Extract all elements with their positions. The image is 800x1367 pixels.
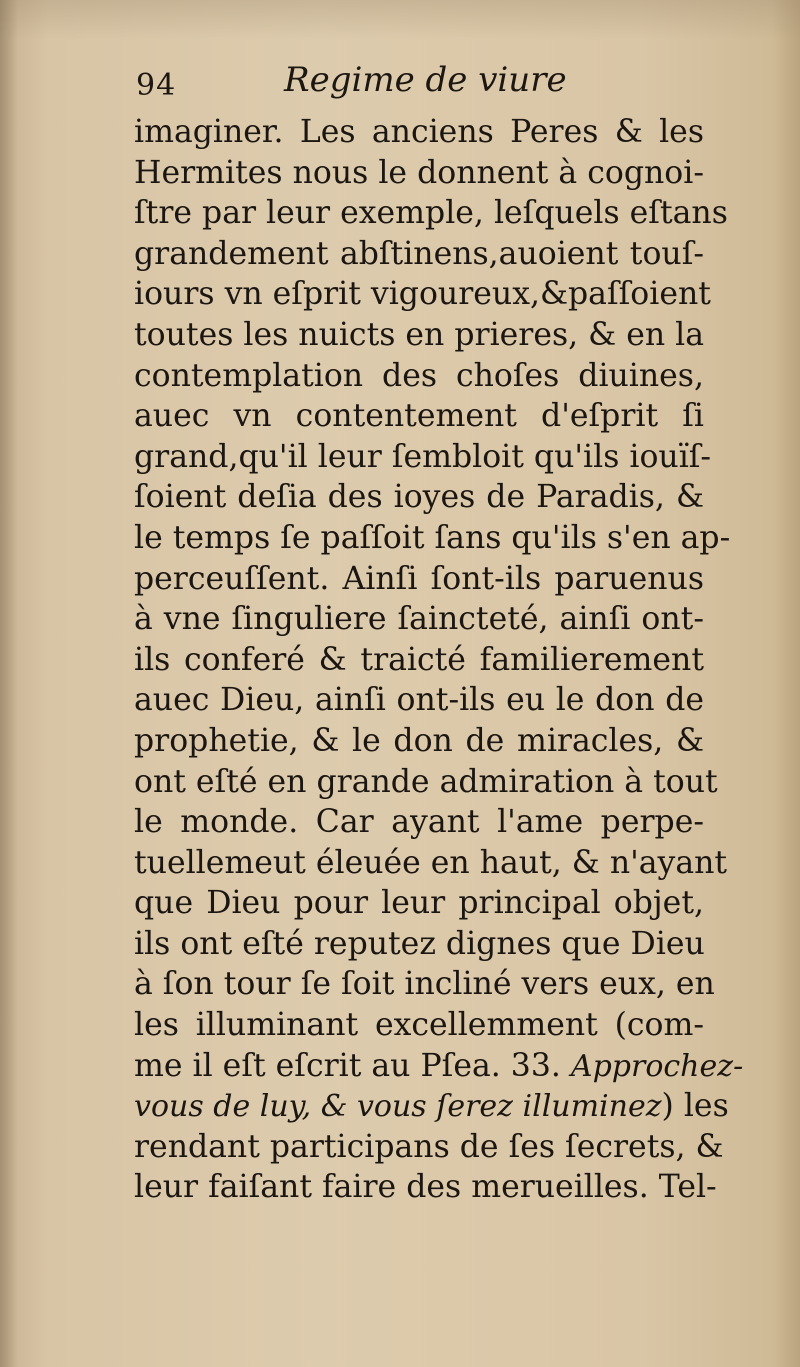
text-line: auec Dieu, ainſi ont-ils eu le don de	[134, 682, 704, 719]
text-line: contemplation des choſes diuines,	[134, 357, 704, 394]
page-header	[136, 58, 606, 108]
citation-lead: me il eſt eſcrit au Pſea. 33.	[134, 1047, 561, 1084]
text-line-with-citation	[134, 1046, 744, 1087]
page-gutter-shadow	[0, 0, 18, 1367]
text-line: ſoient deſia des ioyes de Paradis, &	[134, 479, 704, 516]
text-line: ont eſté en grande admiration à tout	[134, 763, 718, 800]
text-line: ils conferé & traicté familierement	[134, 641, 704, 678]
text-line: grandement abſtinens,auoient touſ-	[134, 235, 704, 272]
text-line: les illuminant excellemment (com-	[134, 1007, 704, 1044]
text-line: Hermites nous le donnent à cognoi-	[134, 154, 704, 191]
text-line: à vne ſinguliere ſaincteté, ainſi ont-	[134, 601, 704, 638]
text-line: auec vn contentement d'eſprit ſi	[134, 398, 704, 435]
text-line: rendant participans de ſes ſecrets, &	[134, 1128, 724, 1165]
text-line: iours vn eſprit vigoureux,&paſſoient	[134, 276, 711, 313]
text-line: ils ont eſté reputez dignes que Dieu	[134, 925, 705, 962]
running-title: Regime de viure	[284, 60, 567, 100]
text-line: perceuſſent. Ainſi ſont-ils paruenus	[134, 560, 704, 597]
page-number: 94	[136, 68, 177, 103]
text-line: prophetie, & le don de miracles, &	[134, 722, 704, 759]
text-line: que Dieu pour leur principal objet,	[134, 885, 704, 922]
text-line: le monde. Car ayant l'ame perpe-	[134, 804, 704, 841]
text-line: le temps ſe paſſoit ſans qu'ils s'en ap-	[134, 519, 731, 556]
text-line: tuellemeut éleuée en haut, & n'ayant	[134, 844, 728, 881]
text-line: leur faiſant faire des merueilles. Tel-	[134, 1169, 717, 1206]
text-line-quotation	[134, 1086, 729, 1127]
page-top-shadow	[0, 0, 800, 40]
text-line: toutes les nuicts en prieres, & en la	[134, 316, 705, 353]
page-edge-shadow	[772, 0, 800, 1367]
italic-quotation: Approchez-	[570, 1048, 744, 1084]
italic-quotation: vous de luy, & vous ſerez illuminez	[134, 1089, 662, 1125]
quotation-tail: ) les	[661, 1088, 729, 1125]
text-line: à ſon tour ſe ſoit incliné vers eux, en	[134, 966, 715, 1003]
text-line: ſtre par leur exemple, leſquels eſtans	[134, 195, 728, 232]
text-line: grand,qu'il leur ſembloit qu'ils iouïſ-	[134, 438, 712, 475]
text-line: imaginer. Les anciens Peres & les	[134, 114, 704, 150]
body-text	[134, 112, 744, 1208]
